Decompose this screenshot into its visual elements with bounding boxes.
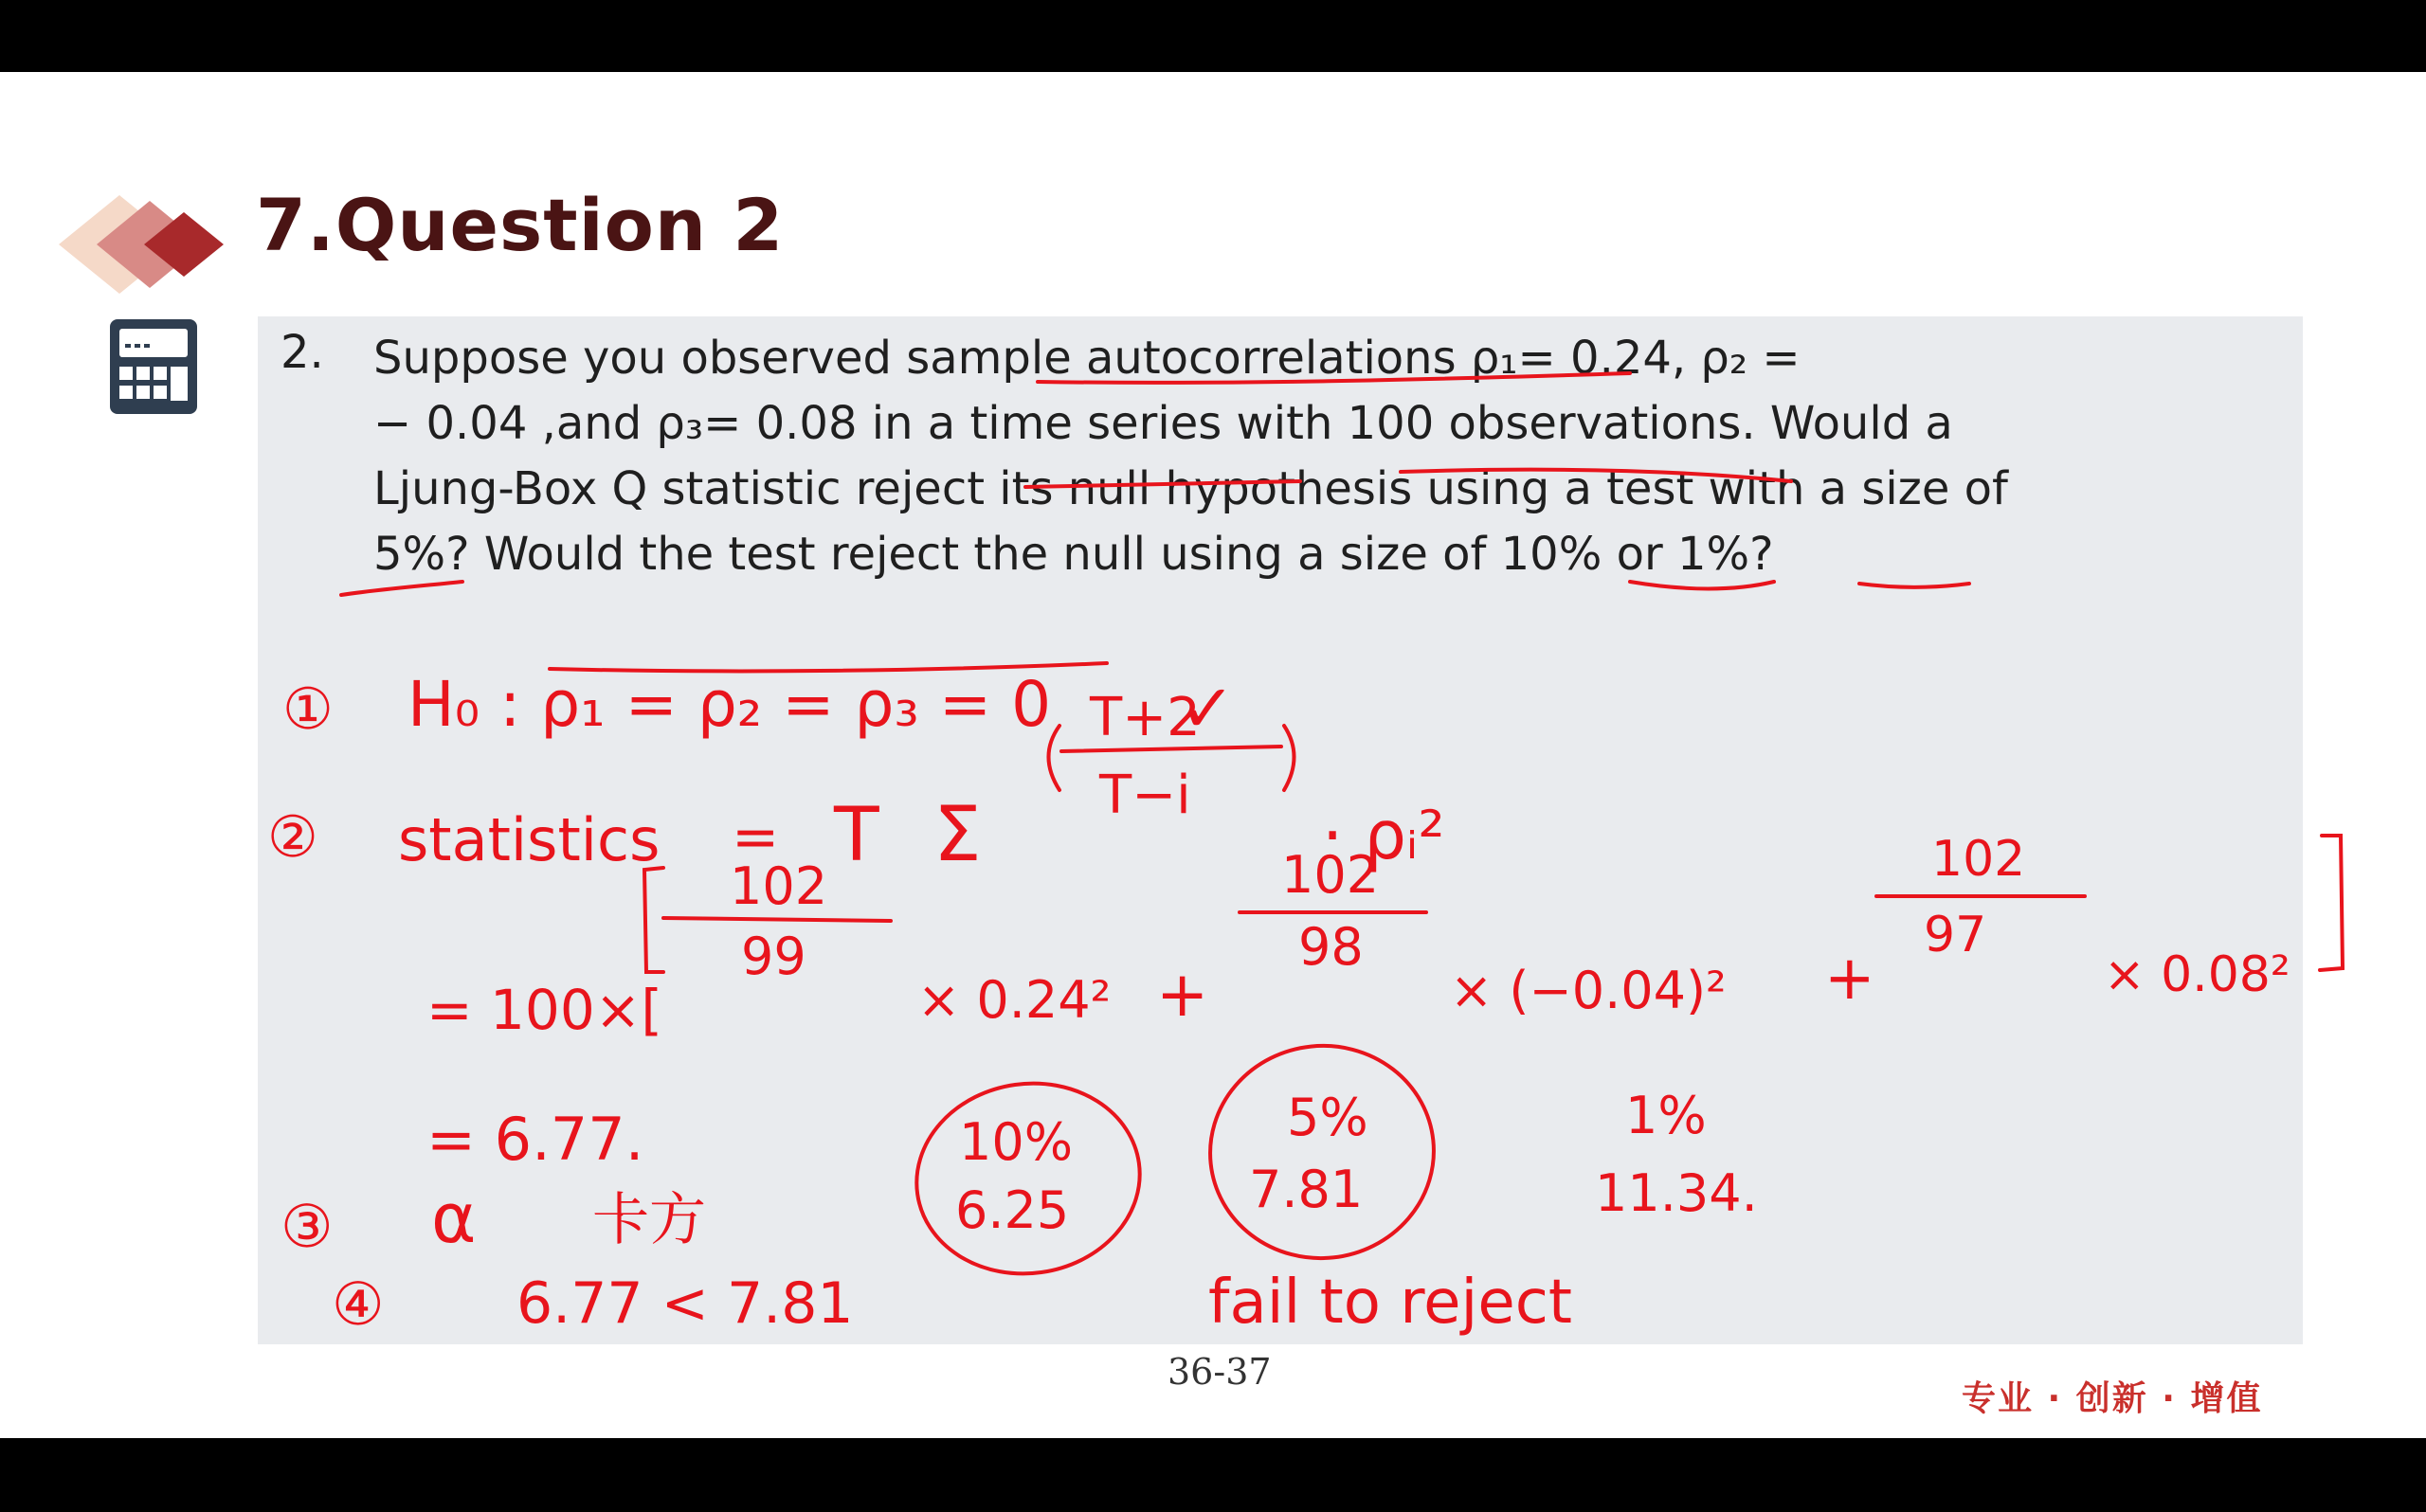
cv-10-size: 10% — [959, 1112, 1074, 1172]
step2-marker: ② — [267, 804, 318, 871]
underline-one-percent — [1859, 584, 1969, 587]
step2-frac-den: T−i — [1099, 765, 1191, 826]
step4-comparison: 6.77 < 7.81 — [516, 1270, 854, 1337]
page-number: 36-37 — [1168, 1351, 1272, 1393]
underline-five-percent — [341, 582, 462, 595]
underline-reject-its-null — [1025, 481, 1300, 487]
term1-den: 99 — [741, 927, 806, 986]
term2-num: 102 — [1281, 845, 1380, 905]
question-line: − 0.04 ,and ρ₃= 0.08 in a time series with 100 observations. Would a — [373, 397, 1953, 450]
underline-sample-autocorrelations — [1038, 373, 1630, 383]
footer-slogan: 专业 · 创新 · 增值 — [1962, 1379, 2263, 1418]
cv-10-value: 6.25 — [955, 1180, 1070, 1240]
step1-hypothesis: H₀ : ρ₁ = ρ₂ = ρ₃ = 0 — [407, 668, 1052, 741]
step3-marker: ③ — [281, 1192, 334, 1261]
cv-1-size: 1% — [1625, 1086, 1707, 1145]
question-line: 5%? Would the test reject the null using a size of 10% or 1%? — [373, 528, 1774, 581]
cv-5-size: 5% — [1287, 1088, 1368, 1147]
step3-alpha: α — [431, 1179, 477, 1258]
bracket-close — [2320, 836, 2343, 970]
step2-eq: = — [732, 804, 780, 871]
circle-five-percent — [1200, 1035, 1444, 1269]
term3-den: 97 — [1924, 907, 1987, 963]
underline-hypothesis-using — [1401, 470, 1791, 481]
step3-chi: 卡方 — [592, 1187, 706, 1253]
plus-2: + — [1824, 944, 1875, 1014]
term3-num: 102 — [1931, 831, 2026, 888]
question-number: 2. — [281, 326, 324, 379]
circle-ten-percent — [904, 1070, 1152, 1288]
top-letterbox — [0, 0, 2426, 72]
question-line: Ljung-Box Q statistic reject its null hypothesis using a test with a size of — [373, 462, 2008, 515]
step1-check: ✓ — [1180, 670, 1236, 747]
term2-tail: × (−0.04)² — [1450, 961, 1727, 1020]
step4-conclusion: fail to reject — [1208, 1268, 1572, 1338]
step2-result: = 6.77. — [426, 1105, 644, 1174]
step1-marker: ① — [282, 676, 334, 743]
slide — [0, 72, 2426, 1438]
bracket-open — [644, 868, 663, 972]
bottom-letterbox — [0, 1438, 2426, 1512]
term3-tail: × 0.08² — [2104, 946, 2290, 1003]
handwritten-annotations — [0, 72, 2426, 1438]
step2-sigma: Σ — [933, 790, 982, 878]
slide-title: 7.Question 2 — [256, 183, 785, 267]
step2-frac-num: T+2 — [1090, 687, 1201, 748]
bracket-close-text: ] — [2350, 1002, 2354, 1013]
step2-label: statistics — [398, 805, 661, 874]
frac-bar-99 — [663, 918, 891, 921]
plus-1: + — [1156, 958, 1209, 1031]
step4-marker: ④ — [332, 1269, 385, 1339]
term1-tail: × 0.24² — [917, 970, 1112, 1030]
step2-T: T — [834, 793, 879, 878]
term2-den: 98 — [1298, 917, 1364, 977]
cv-5-value: 7.81 — [1249, 1160, 1364, 1219]
underline-ten-percent — [1630, 582, 1774, 589]
question-line: Suppose you observed sample autocorrelations ρ₁= 0.24, ρ₂ = — [373, 332, 1801, 385]
step2-rho-term: · ρᵢ² — [1322, 797, 1445, 874]
term1-num: 102 — [730, 856, 828, 916]
step2-line2-prefix: = 100×[ — [426, 978, 662, 1042]
close-paren — [1284, 726, 1294, 790]
cv-1-value: 11.34. — [1595, 1163, 1758, 1223]
